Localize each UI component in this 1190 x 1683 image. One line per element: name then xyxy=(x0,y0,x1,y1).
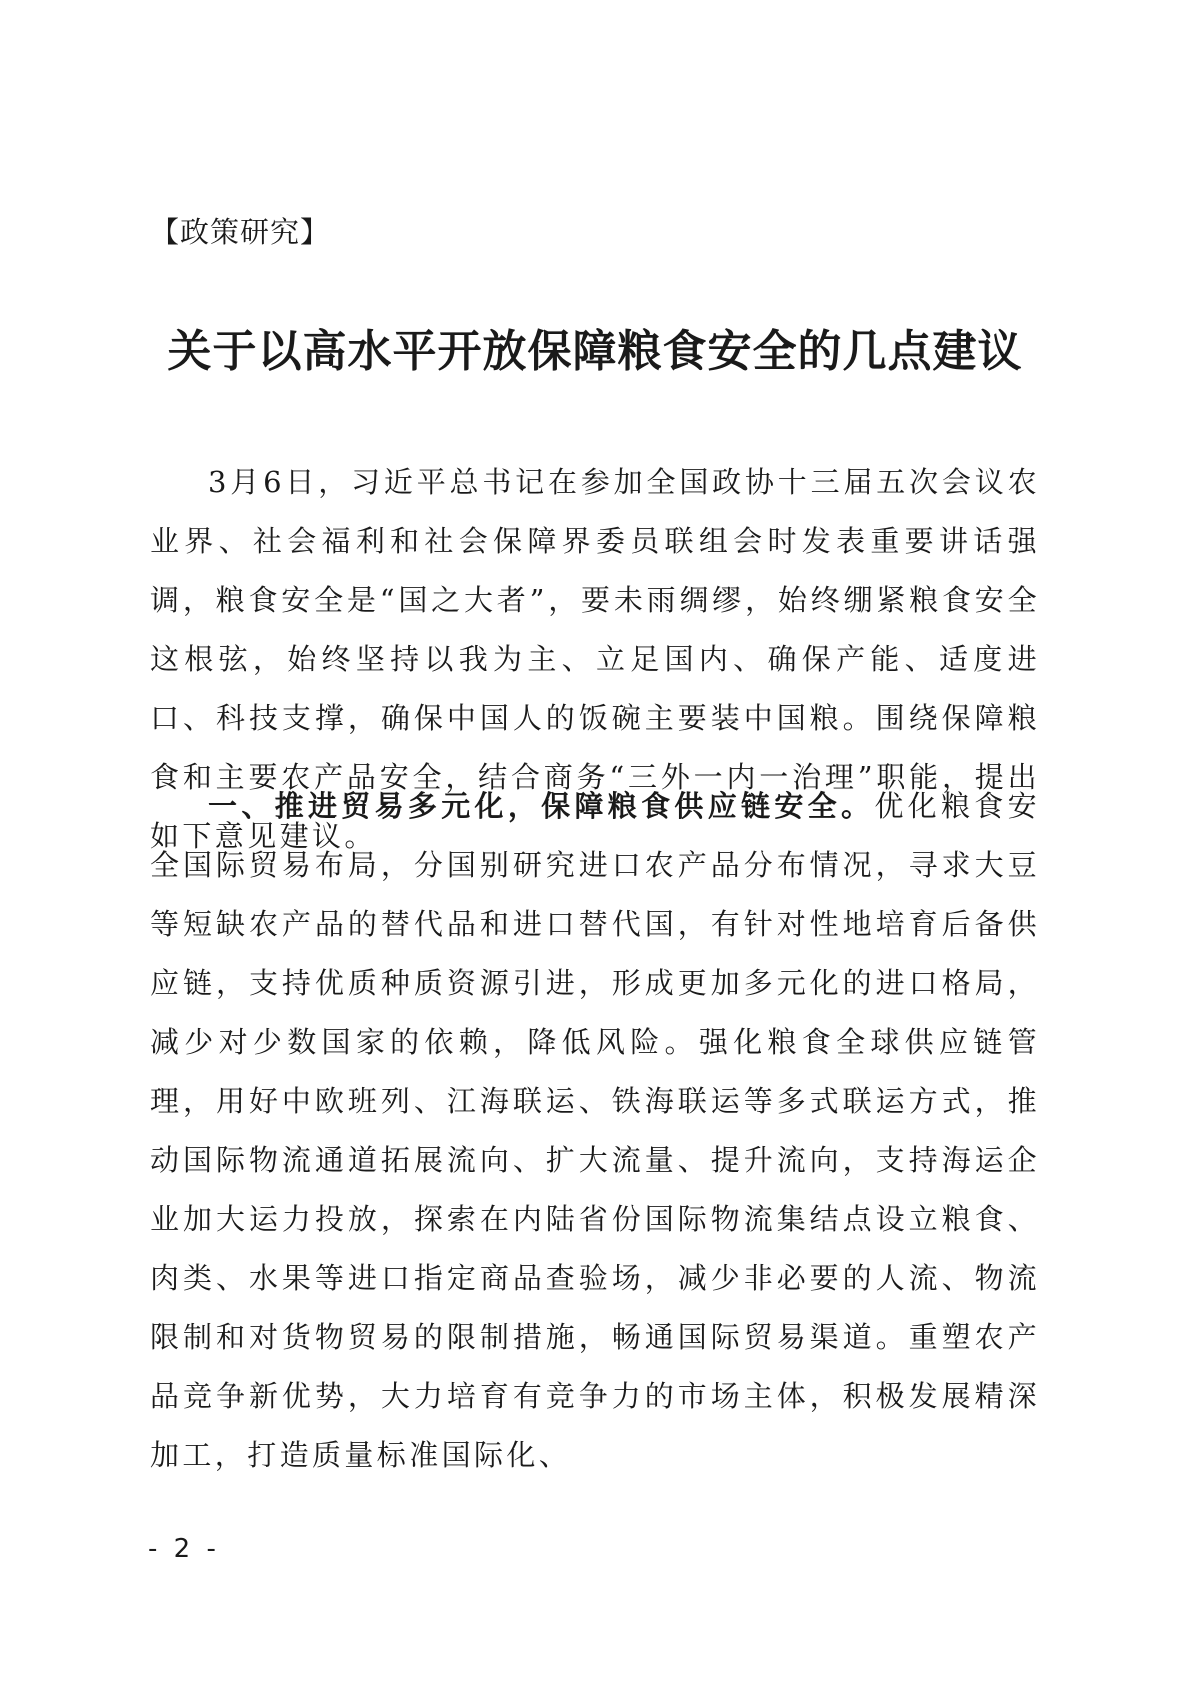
section-heading: 一、推进贸易多元化，保障粮食供应链安全。 xyxy=(208,789,875,823)
paragraph-section-1 xyxy=(150,777,1040,1485)
column-tag: 【政策研究】 xyxy=(150,215,331,249)
document-title: 关于以高水平开放保障粮食安全的几点建议 xyxy=(167,326,1023,377)
page-number: - 2 - xyxy=(148,1534,220,1564)
paragraph-text: 优化粮食安全国际贸易布局，分国别研究进口农产品分布情况，寻求大豆等短缺农产品的替代品和进口替代国，有针对性地培育后备供应链，支持优质种质资源引进，形成更加多元化的进口格局，减少对少数国家的依赖，降低风险。强化粮食全球供应链管理，用好中欧班列、江海联运、铁海联运等多式联运方式，推动国际物流通道拓展流向、扩大流量、提升流向，支持海运企业加大运力投放，探索在内陆省份国际物流集结点设立粮食、肉类、水果等进口指定商品查验场，减少非必要的人流、物流限制和对货物贸易的限制措施，畅通国际贸易渠道。重塑农产品竞争新优势，大力培育有竞争力的市场主体，积极发展精深加工，打造质量标准国际化、 xyxy=(150,789,1040,1472)
paragraph-text: 3月6日，习近平总书记在参加全国政协十三届五次会议农业界、社会福利和社会保障界委员联组会时发表重要讲话强调，粮食安全是“国之大者”，要未雨绸缪，始终绷紧粮食安全这根弦，始终坚持以我为主、立足国内、确保产能、适度进口、科技支撑，确保中国人的饭碗主要装中国粮。围绕保障粮食和主要农产品安全，结合商务“三外一内一治理”职能，提出如下意见建议。 xyxy=(150,465,1040,853)
